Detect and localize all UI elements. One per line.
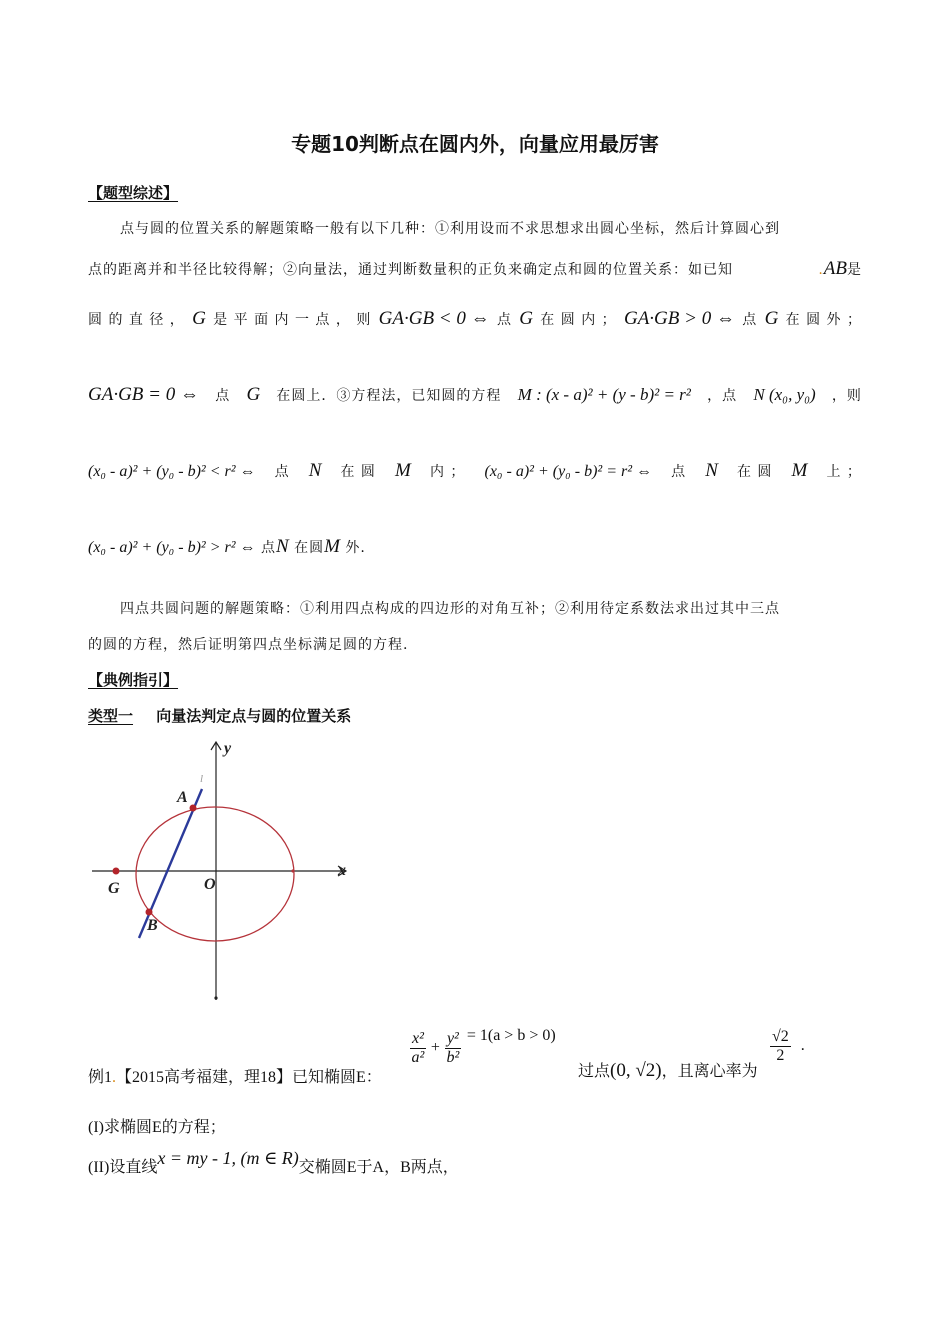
- text: 在圆上．③方程法，已知圆的方程: [276, 388, 502, 404]
- ellipse-figure: [80, 730, 370, 1010]
- ecc-den: 2: [776, 1047, 785, 1064]
- text: 在圆: [294, 540, 325, 556]
- point-b: [146, 909, 153, 916]
- text: 外.: [345, 540, 366, 556]
- text: 点: [742, 312, 758, 328]
- text: 在 圆 内 ；: [540, 312, 617, 328]
- type1-label: 类型一: [88, 707, 134, 725]
- math-dot-eq: GA·GB = 0 ⇔: [88, 384, 199, 405]
- math-point: (0, √2): [610, 1060, 662, 1081]
- example1-source: 【2015高考福建，理18】已知椭圆E：: [116, 1069, 382, 1086]
- overview-header: 【题型综述】: [88, 184, 179, 202]
- pass-point-text: 过点: [578, 1063, 611, 1080]
- math-ab: AB: [823, 258, 847, 279]
- type1-title: 向量法判定点与圆的位置关系: [156, 707, 352, 725]
- math-outside: (x₀ - a)² + (y₀ - b)² > r² ⇔: [88, 539, 256, 556]
- ecc-num: √2: [772, 1028, 789, 1045]
- q2-pre: (II)设直线: [88, 1159, 158, 1176]
- text: 上 ；: [826, 464, 862, 480]
- label-x: x: [338, 862, 346, 879]
- math-on: (x₀ - a)² + (y₀ - b)² = r² ⇔: [484, 463, 653, 480]
- math-m: M: [395, 460, 411, 481]
- text: 在 圆 外 ；: [785, 312, 862, 328]
- overview-line-3: [88, 308, 862, 330]
- type1-heading: [88, 705, 351, 726]
- four-points-line-1: 四点共圆问题的解题策略：①利用四点构成的四边形的对角互补；②利用待定系数法求出过其中三点: [120, 601, 780, 617]
- overview-line-1: 点与圆的位置关系的解题策略一般有以下几种：①利用设而不求思想求出圆心坐标，然后计算圆心到: [120, 221, 780, 237]
- math-dot-gt: GA·GB > 0 ⇔: [623, 308, 735, 329]
- text: 圆 的 直 径 ，: [88, 312, 185, 328]
- text: 内 ；: [429, 464, 466, 480]
- math-line-eq: x = my - 1, (m ∈ R): [157, 1148, 299, 1168]
- eq-x-den: a²: [411, 1049, 425, 1066]
- eq-y-den: b²: [446, 1049, 460, 1066]
- eq-rest: = 1(a > b > 0): [466, 1027, 556, 1045]
- label-a: A: [177, 789, 188, 806]
- text: ，点: [707, 388, 738, 404]
- example1-prefix: 例1: [88, 1069, 113, 1086]
- text: 点: [496, 312, 512, 328]
- eq-x-num: x²: [412, 1030, 424, 1047]
- math-m: M: [791, 460, 808, 481]
- ellipse-equation: [410, 1027, 556, 1067]
- math-m: M: [324, 536, 340, 557]
- point-g: [113, 868, 120, 875]
- text: 在 圆: [736, 464, 773, 480]
- text: 点: [260, 540, 276, 556]
- eq-plus: +: [430, 1039, 440, 1057]
- text: 点: [671, 464, 687, 480]
- math-n: N: [275, 536, 289, 557]
- four-points-line-2: 的圆的方程，然后证明第四点坐标满足圆的方程.: [88, 637, 409, 653]
- ellipse-curve: [136, 807, 294, 941]
- eccentricity-text: ，且离心率为: [661, 1063, 758, 1080]
- overview-line-4: [88, 384, 862, 406]
- math-n: N: [705, 460, 718, 481]
- question-1: (I)求椭圆E的方程；: [88, 1119, 226, 1136]
- math-circle-equation: M : (x - a)² + (y - b)² = r²: [517, 385, 691, 404]
- q2-post: 交椭圆E于A，B两点，: [298, 1159, 459, 1176]
- examples-header: 【典例指引】: [88, 671, 179, 689]
- overview-line-5: [88, 460, 862, 482]
- overview-line-2-tail: 是: [847, 262, 862, 278]
- text: 点: [274, 464, 290, 480]
- math-dot-lt: GA·GB < 0 ⇔: [378, 308, 490, 329]
- y-axis-end-dot: [214, 996, 217, 999]
- example1-line: 例1.【2015高考福建，理18】已知椭圆E：: [88, 1069, 382, 1086]
- eq-y-num: y²: [446, 1030, 459, 1047]
- text: ，则: [831, 388, 862, 404]
- label-o: O: [204, 876, 216, 893]
- page-title: 专题10判断点在圆内外，向量应用最厉害: [291, 132, 659, 156]
- math-point-n: N (x₀, y₀): [753, 385, 816, 404]
- text: 是 平 面 内 一 点 ， 则: [213, 312, 372, 328]
- math-n: N: [308, 460, 322, 481]
- eccentricity-value: [770, 1028, 805, 1065]
- label-b: B: [147, 917, 158, 934]
- ecc-end: .: [800, 1037, 805, 1055]
- math-inside: (x₀ - a)² + (y₀ - b)² < r² ⇔: [88, 463, 256, 480]
- math-g: G: [192, 308, 206, 329]
- example1-point-text: [578, 1058, 758, 1082]
- math-g: G: [246, 384, 261, 405]
- text: 在 圆: [340, 464, 376, 480]
- label-y: y: [224, 740, 232, 757]
- label-g: G: [108, 880, 120, 897]
- question-2: [88, 1148, 459, 1177]
- overview-line-2-text: 点的距离并和半径比较得解；②向量法，通过判断数量积的正负来确定点和圆的位置关系：如已知: [88, 262, 733, 278]
- point-a: [190, 805, 197, 812]
- overview-line-2: 点的距离并和半径比较得解；②向量法，通过判断数量积的正负来确定点和圆的位置关系：如已知 .AB是: [88, 258, 862, 279]
- label-l: l: [200, 773, 204, 785]
- math-g: G: [519, 308, 533, 329]
- overview-line-6: [88, 536, 366, 558]
- text: 点: [215, 388, 231, 404]
- ellipse-vertex-dot: [291, 869, 294, 872]
- math-g: G: [764, 308, 779, 329]
